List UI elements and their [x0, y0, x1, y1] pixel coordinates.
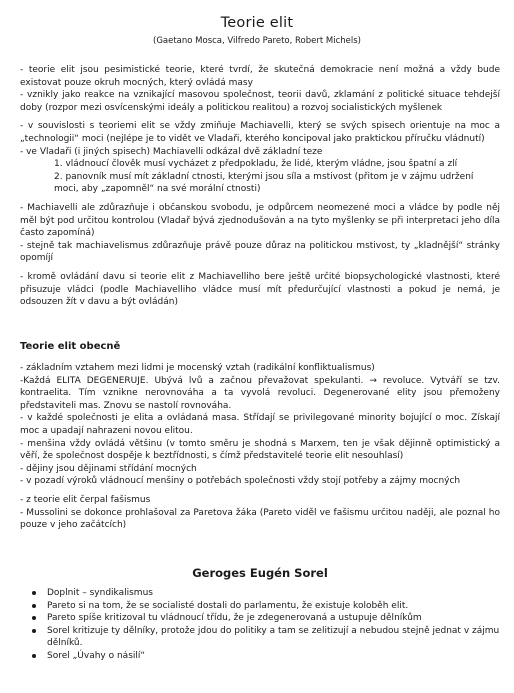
paragraph: - z teorie elit čerpal fašismus	[20, 494, 151, 505]
list-item	[20, 600, 500, 613]
paragraph: - Mussolini se dokonce prohlašoval za Paretova žáka (Pareto viděl ve fašismu určitou naději, ale poznal ho pouze v jeho začátcích)	[20, 507, 500, 531]
list-item	[20, 612, 500, 625]
paragraph: - stejně tak machiavelismus zdůrazňuje právě pouze důraz na politickou mstivost, ty „kladnější“ stránky opomíjí	[20, 240, 500, 264]
list-item-text: Pareto si na tom, že se socialisté dostali do parlamentu, že existuje koloběh elit.	[47, 600, 409, 611]
list-item-text: Doplnit – syndikalismus	[47, 588, 153, 598]
paragraph: -Každá ELITA DEGENERUJE. Ubývá lvů a začnou převažovat spekulanti. → revoluce. Vytváří se tzv. kontraelita. Tím vznikne nerovnováha a ta vyvolá revoluci. Degenerované elity jsou přemoženy představiteli mas. Znovu se nastolí rovnováha.	[20, 375, 500, 411]
page-title: Teorie elit	[220, 15, 294, 31]
section-heading: Teorie elit obecně	[20, 341, 121, 352]
paragraph: - v pozadí výroků vládnoucí menšiny o potřebách společnosti vždy stojí potřeby a zájmy mocných	[20, 476, 461, 487]
paragraph: - kromě ovládání davu si teorie elit z Machiavelliho bere ještě určité biopsychologické vlastnosti, které přisuzuje vládci (podle Machiavelliho vládce musí mít předurčující vlastnosti a pokud je nemá, je odsouzen žít v davu a být ovládán)	[20, 271, 500, 308]
list-item	[20, 158, 500, 171]
paragraph: - Machiavelli ale zdůrazňuje i občanskou svobodu, je odpůrcem neomezené moci a vládce by podle něj měl být pod určitou kontrolou (Vladař bývá zjednodušován a na tyto myšlenky se při interpretaci jeho díla často zapomíná)	[20, 202, 500, 239]
theses-list	[20, 158, 500, 196]
page-subtitle: (Gaetano Mosca, Vilfredo Pareto, Robert Michels)	[153, 36, 361, 46]
list-item-text: Sorel „Úvahy o násilí“	[47, 650, 146, 661]
list-item	[20, 650, 500, 663]
bullet-icon	[32, 591, 36, 595]
list-item	[20, 625, 500, 650]
paragraph: - v souvislosti s teoriemi elit se vždy zmiňuje Machiavelli, který se svých spisech orientuje na moc a „technologii“ moci (nejlépe je to vidět ve Vladaři, kterého koncipoval jako praktickou příručku vládnutí)	[20, 121, 500, 144]
bullet-list	[20, 587, 500, 663]
bullet-icon	[32, 629, 36, 633]
paragraph: - ve Vladaři (i jiných spisech) Machiavelli odkázal dvě základní teze	[20, 146, 323, 157]
section-heading: Geroges Eugén Sorel	[192, 566, 328, 580]
paragraph: - dějiny jsou dějinami střídání mocných	[20, 463, 197, 474]
list-item-text: Sorel kritizuje ty dělníky, protože jdou do politiky a tam se zelitizují a nebudou stejně jednat v zájmu dělníků.	[47, 625, 500, 649]
list-item-text: 1. vládnoucí člověk musí vycházet z předpokladu, že lidé, kterým vládne, jsou špatní a zlí	[54, 159, 458, 170]
sorel-section	[20, 566, 500, 663]
paragraph: - vznikly jako reakce na vznikající masovou společnost, teorii davů, zklamání z politické situace tehdejší doby (rozpor mezi osvícenskými ideály a politickou realitou) a rozvoj socialistických myšlenek	[20, 90, 500, 113]
general-section	[20, 340, 500, 532]
bullet-icon	[32, 604, 36, 608]
paragraph: - teorie elit jsou pesimistické teorie, které tvrdí, že skutečná demokracie není možná a vždy bude existovat pouze okruh mocných, který ovládá masy	[20, 65, 500, 88]
list-item-text: Pareto spíše kritizoval tu vládnoucí třídu, že je zdegenerovaná a ustupuje dělníkům	[47, 613, 422, 624]
list-item	[20, 587, 500, 600]
paragraph: - v každé společnosti je elita a ovládaná masa. Střídají se privilegované minority bojující o moc. Získají moc a upadají nahrazeni novou elitou.	[20, 413, 500, 436]
list-item	[20, 171, 500, 196]
list-item-text: 2. panovník musí mít základní ctnosti, kterými jsou síla a mstivost (přitom je v zájmu udržení moci, aby „zapomněl“ na své morální ctnosti)	[54, 171, 474, 195]
bullet-icon	[32, 654, 36, 658]
paragraph: - základním vztahem mezi lidmi je mocenský vztah (radikální konfliktualismus)	[20, 363, 375, 373]
intro-section	[20, 64, 500, 309]
paragraph: - menšina vždy ovládá většinu (v tomto směru je shodná s Marxem, ten je však dějinně optimistický a věří, že společnost dospěje k beztřídnosti, s čímž představitelé teorie elit nesouhlasí)	[20, 438, 500, 462]
bullet-icon	[32, 616, 36, 620]
